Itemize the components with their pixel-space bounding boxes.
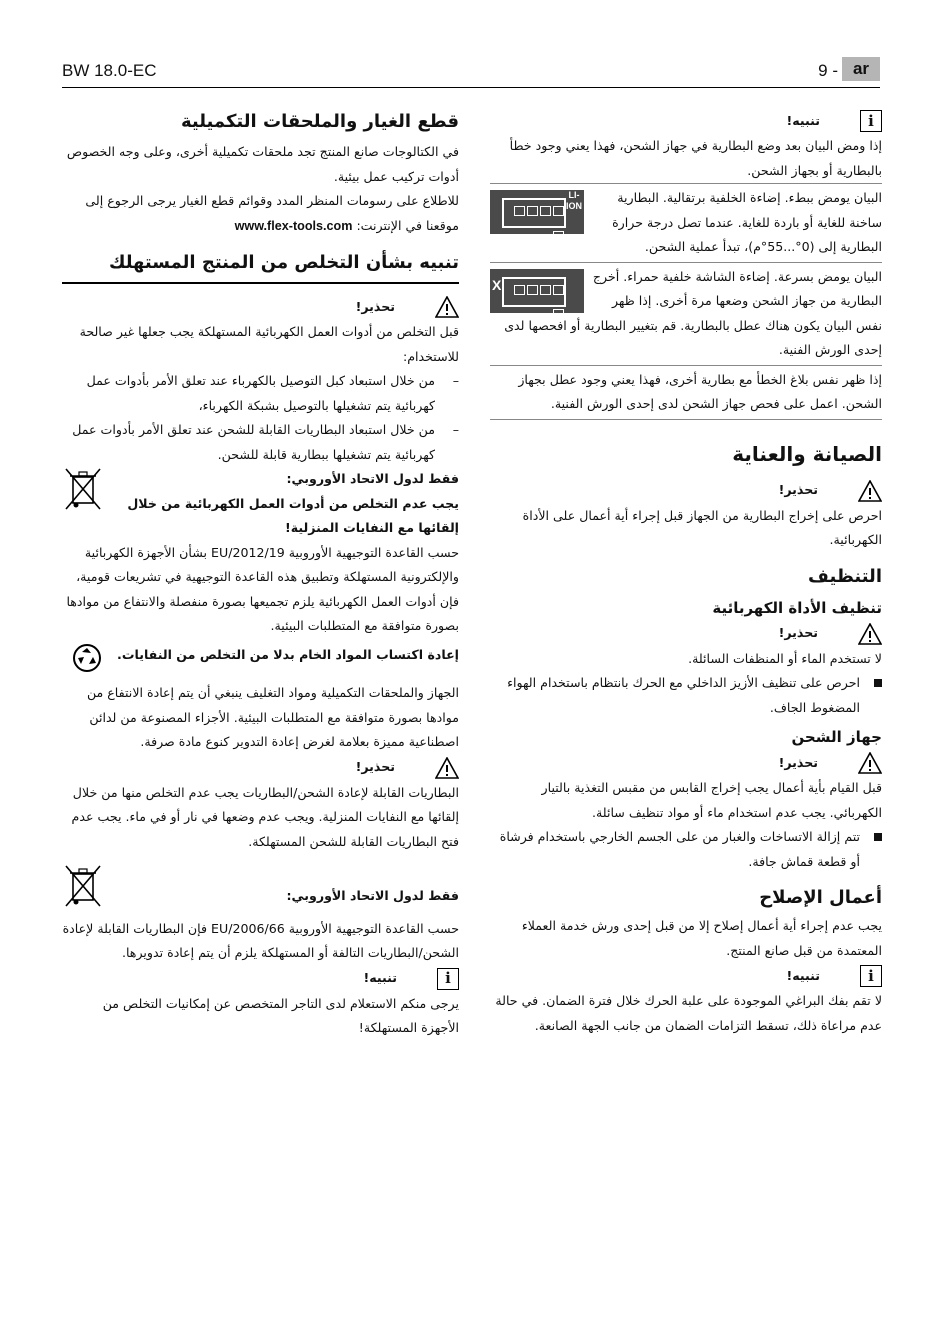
note-text: إذا ومض البيان بعد وضع البطارية في جهاز الشحن، فهذا يعني وجود خطأ بالبطارية أو بجهاز الشحن. (509, 138, 882, 178)
note-label-row (490, 108, 882, 134)
recycling-icon (72, 643, 102, 673)
charger-title: جهاز الشحن (791, 728, 882, 746)
caution-text: احرص على إخراج البطارية من الجهاز قبل إجراء أية أعمال على الأداة الكهربائية. (522, 507, 882, 547)
directive-text: حسب القاعدة التوجيهية الأوروبية 2006/66/EU فإن البطاريات القابلة لإعادة الشحن/البطاريات التالفة أو المستهلكة يلزم أن يتم إعادة تدويرها. (62, 920, 459, 960)
spare-parts-title: قطع الغيار والملحقات التكميلية (180, 111, 459, 132)
list-item (490, 825, 882, 874)
caution-label: تحذير! (778, 482, 818, 498)
recycling-text: الجهاز والملحقات التكميلية ومواد التغليف ينبغي أن يتم إعادة الانتفاع من موادها بصورة متوافقة مع المتطلبات البيئية. الأجزاء المصنوعة من لدائن اصطناعية مميزة بعلامة لغرض إعادة التدوير كنوع مادة صرفة. (86, 685, 459, 749)
list-item (490, 671, 882, 720)
note-label: تنبيه! (786, 112, 820, 128)
list-item-text: احرص على تنظيف الأزيز الداخلي مع الحرك بانتظام باستخدام الهواء المضغوط الجاف. (507, 675, 860, 715)
info-icon: i (437, 968, 459, 990)
weee-notice (62, 467, 459, 541)
eu-only-label: فقط لدول الاتحاد الأوروبي: (286, 888, 459, 903)
warning-icon (435, 757, 459, 779)
note-label: تنبيه! (786, 967, 820, 983)
caution-text: البطاريات القابلة لإعادة الشحن/البطاريات يجب عدم التخلص منها من خلال إلقائها مع النفايات المنزلية. ويجب عدم وضعها في نار أو في ماء. يجب عدم فتح البطاريات القابلة للشحن المستهلكة. (71, 784, 459, 849)
list-item (62, 369, 459, 418)
caution-label-row (490, 478, 882, 504)
recycling-title: إعادة اكتساب المواد الخام بدلا من التخلص من النفايات. (117, 646, 459, 662)
warning-icon (858, 623, 882, 645)
bullet-dash: – (452, 422, 459, 437)
cleaning-tool-title: تنظيف الأداة الكهربائية (712, 598, 882, 617)
bullet-dash: – (452, 373, 459, 388)
warning-icon (858, 480, 882, 502)
status-box-fast-blink (490, 263, 882, 366)
crossed-bin-icon (64, 864, 102, 908)
recycling-notice (62, 643, 459, 682)
caution-text: لا تستخدم الماء أو المنظفات السائلة. (688, 650, 882, 666)
spare-parts-text: في الكتالوجات صانع المنتج تجد ملحقات تكميلية أخرى، وعلى وجه الخصوص أدوات تركيب عمل بيئية. (66, 144, 459, 184)
caution-label-row (62, 755, 459, 781)
maintenance-title: الصيانة والعناية (732, 441, 882, 466)
battery-indicator-icon: LI-ION (490, 190, 584, 234)
website-link[interactable]: www.flex-tools.com (234, 218, 353, 233)
page-number: 9 - (818, 61, 838, 80)
caution-text: قبل القيام بأية أعمال يجب إخراج القابس من مقبس التغذية بالتيار الكهربائي. يجب عدم استخدام ماء أو مواد تنظيف سائلة. (541, 780, 882, 820)
page-header (62, 55, 880, 85)
eu-only-label: فقط لدول الاتحاد الأوروبي: (286, 471, 459, 486)
caution-text: قبل التخلص من أدوات العمل الكهربائية المستهلكة يجب جعلها غير صالحة للاستخدام: (79, 324, 459, 364)
caution-label: تحذير! (778, 625, 818, 641)
crossed-bin-icon (64, 467, 102, 511)
list-item-text: من خلال استبعاد كبل التوصيل بالكهرباء عند تعلق الأمر بأدوات عمل كهربائية يتم تشغيلها بالتوصيل بشبكة الكهرباء، (86, 373, 435, 413)
list-item-text: من خلال استبعاد البطاريات القابلة للشحن عند تعلق الأمر بأدوات عمل كهربائية يتم تشغيلها ببطارية قابلة للشحن. (72, 422, 435, 462)
status-text: البيان يومض ببطء. إضاءة الخلفية برتقالية. البطارية ساخنة للغاية أو باردة للغاية. عندما تصل درجة حرارة البطارية إلى (0°...55°م)، تبدأ عملية الشحن. (612, 190, 882, 254)
list-item-text: تتم إزالة الاتساخات والغبار من على الجسم الخارجي باستخدام فرشاة أو قطعة قماش جافة. (499, 829, 860, 869)
caution-label-row (490, 750, 882, 776)
spare-parts-text-2: للاطلاع على رسومات المنظر المدد وقوائم قطع الغيار يرجى الرجوع إلى موقعنا في الإنترنت: www.flex-tools.com (85, 193, 459, 233)
note-text: يرجى منكم الاستعلام لدى التاجر المتخصص عن إمكانيات التخلص من الأجهزة المستهلكة! (102, 995, 459, 1035)
caution-label: تحذير! (355, 759, 395, 775)
status-box-slow-blink (490, 183, 882, 263)
note-label-row (62, 966, 459, 992)
directive-text: حسب القاعدة التوجيهية الأوروبية 2012/19/EU بشأن الأجهزة الكهربائية والإلكترونية المستهلكة وتطبيق هذه القاعدة التوجيهية في تشريعات قومية، فإن أدوات العمل الكهربائية يلزم تجميعها بصورة منفصلة والانتفاع من موادها بصورة متوافقة مع المتطلبات البيئية. (66, 544, 459, 633)
disposal-title: تنبيه بشأن التخلص من المنتج المستهلك (62, 250, 459, 284)
note-text: لا تقم بفك البراغي الموجودة على علبة الحرك خلال فترة الضمان. في حالة عدم مراعاة ذلك، تسقط التزامات الضمان من جانب الجهة الصانعة. (495, 993, 882, 1033)
info-icon: i (860, 110, 882, 132)
battery-error-icon: X (490, 269, 584, 313)
info-icon: i (860, 965, 882, 987)
battery-eu-notice (62, 864, 459, 917)
note-label: تنبيه! (363, 970, 397, 986)
caution-label-row (62, 294, 459, 320)
caution-label-row (490, 621, 882, 647)
model-name: BW 18.0-EC (62, 61, 157, 80)
eu-notice-text: يجب عدم التخلص من أدوات العمل الكهربائية من خلال إلقائها مع النفايات المنزلية! (127, 495, 459, 535)
caution-label: تحذير! (778, 754, 818, 770)
language-badge: ar (842, 57, 880, 81)
bullet-square (874, 679, 882, 687)
header-divider (62, 87, 880, 88)
caution-label: تحذير! (355, 298, 395, 314)
bullet-square (874, 833, 882, 841)
note-label-row (490, 963, 882, 989)
left-column (62, 108, 459, 1041)
repairs-text: يجب عدم إجراء أية أعمال إصلاح إلا من قبل إحدى ورش خدمة العملاء المعتمدة من قبل صانع المنتج. (521, 918, 882, 958)
repairs-title: أعمال الإصلاح (759, 887, 882, 908)
status-box-charger-fault (490, 366, 882, 420)
list-item (62, 418, 459, 467)
warning-icon (435, 296, 459, 318)
cleaning-title: التنظيف (808, 565, 882, 587)
status-text: إذا ظهر نفس بلاغ الخطأ مع بطارية أخرى، فهذا يعني وجود عطل بجهاز الشحن. اعمل على فحص جهاز الشحن لدى إحدى الورش الفنية. (518, 371, 882, 411)
warning-icon (858, 752, 882, 774)
status-text: البيان يومض بسرعة. إضاءة الشاشة خلفية حمراء. أخرج البطارية من جهاز الشحن وضعها مرة أخرى. إذا ظهر نفس البيان يكون هناك عطل بالبطارية. قم بتغيير البطارية أو افحصها لدى إحدى الورش الفنية. (504, 268, 882, 357)
right-column (490, 108, 882, 1038)
